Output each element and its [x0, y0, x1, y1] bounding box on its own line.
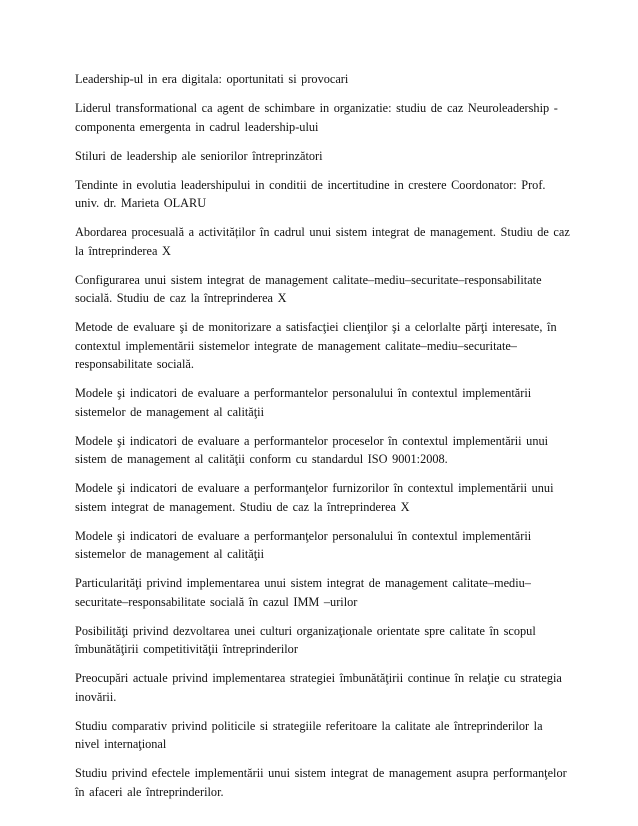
- topic-entry: Modele şi indicatori de evaluare a performanţelor personalului în contextul implementării sistemelor de management al calităţii: [75, 528, 532, 561]
- topic-entry: Modele şi indicatori de evaluare a performantelor personalului în contextul implementării sistemelor de management al calităţii: [75, 386, 532, 419]
- topic-entry: Preocupări actuale privind implementarea strategiei îmbunătăţirii continue în relaţie cu strategia inovării.: [75, 671, 562, 704]
- topic-entry: Metode de evaluare şi de monitorizare a satisfacţiei clienţilor şi a celorlalte părţi interesate, în contextul implementării sistemelor integrate de management calitate–mediu–securitate–responsabilitate socială.: [75, 320, 557, 371]
- topic-entry: Modele şi indicatori de evaluare a performanţelor furnizorilor în contextul implementării unui sistem integrat de management. Studiu de caz la întreprinderea X: [75, 481, 554, 514]
- document-page: [75, 70, 570, 812]
- topic-entry: Studiu privind efectele implementării unui sistem integrat de management asupra performanţelor în afaceri ale întreprinderilor.: [75, 766, 567, 799]
- topic-entry: Stiluri de leadership ale seniorilor întreprinzători: [75, 148, 323, 163]
- topic-entry: Posibilităţi privind dezvoltarea unei culturi organizaţionale orientate spre calitate în scopul îmbunătăţirii competitivităţii întreprinderilor: [75, 623, 536, 656]
- topic-entry: Configurarea unui sistem integrat de management calitate–mediu–securitate–responsabilitate socială. Studiu de caz la întreprinderea X: [75, 272, 542, 305]
- topic-entry: Tendinte in evolutia leadershipului in conditii de incertitudine in crestere Coordonator: Prof. univ. dr. Marieta OLARU: [75, 177, 546, 210]
- topic-entry: Modele şi indicatori de evaluare a performantelor proceselor în contextul implementării unui sistem de management al calităţii conform cu standardul ISO 9001:2008.: [75, 433, 549, 466]
- topic-entry: Abordarea procesuală a activităților în cadrul unui sistem integrat de management. Studiu de caz la întreprinderea X: [75, 225, 570, 258]
- topic-entry: Studiu comparativ privind politicile si strategiile referitoare la calitate ale întreprinderilor la nivel internaţional: [75, 718, 543, 751]
- topic-entry: Particularităţi privind implementarea unui sistem integrat de management calitate–mediu–securitate–responsabilitate socială în cazul IMM –urilor: [75, 576, 531, 609]
- topic-entry: Leadership-ul in era digitala: oportunitati si provocari: [75, 72, 349, 86]
- topic-entry: Liderul transformational ca agent de schimbare in organizatie: studiu de caz Neuroleadership - componenta emergenta in cadrul leadership-ului: [75, 101, 558, 134]
